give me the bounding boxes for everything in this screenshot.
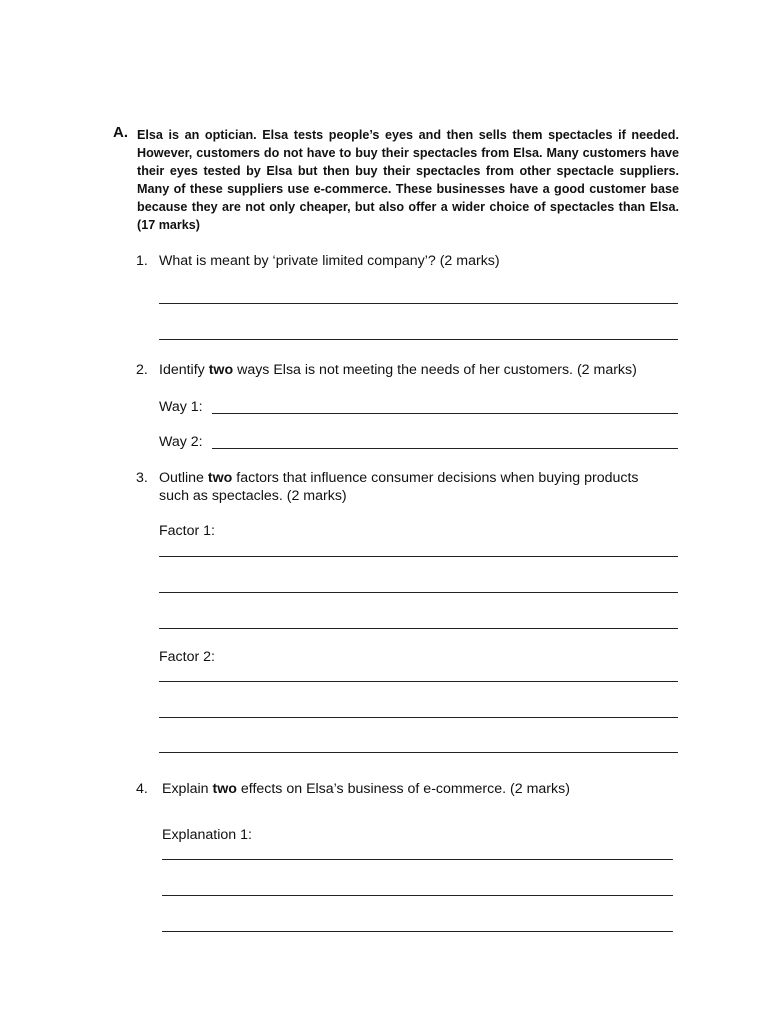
way-1-answer-line[interactable] (212, 413, 678, 414)
answer-line[interactable] (159, 681, 678, 682)
section-intro: Elsa is an optician. Elsa tests people’s eyes and then sells them spectacles if needed. However, customers do not have to buy their spectacles from Elsa. Many customers have their eyes tested by Elsa but then buy their spectacles from other spectacle suppliers. Many of these suppliers use e-commerce. These businesses have a good customer base because they are not only cheaper, but also offer a wider choice of spectacles than Elsa. (17 marks) (137, 128, 679, 232)
question-1-text: What is meant by ‘private limited company’? (2 marks) (159, 253, 500, 269)
way-2-answer-line[interactable] (212, 448, 678, 449)
answer-line[interactable] (162, 931, 673, 932)
way-1-label: Way 1: (159, 399, 203, 415)
answer-line[interactable] (162, 895, 673, 896)
explanation-1-label: Explanation 1: (162, 827, 252, 843)
answer-line[interactable] (159, 339, 678, 340)
question-1-number: 1. (136, 253, 148, 269)
question-4-number: 4. (136, 781, 148, 797)
way-2-label: Way 2: (159, 434, 203, 450)
question-4-text: Explain two effects on Elsa’s business of e-commerce. (2 marks) (162, 781, 570, 797)
answer-line[interactable] (159, 752, 678, 753)
section-label: A. (113, 124, 128, 141)
answer-line[interactable] (159, 592, 678, 593)
question-3-number: 3. (136, 470, 148, 486)
question-3-text-line-2: such as spectacles. (2 marks) (159, 488, 347, 504)
answer-line[interactable] (159, 628, 678, 629)
question-2-number: 2. (136, 362, 148, 378)
question-3-text-line-1: Outline two factors that influence consumer decisions when buying products (159, 470, 639, 486)
factor-2-label: Factor 2: (159, 649, 215, 665)
answer-line[interactable] (162, 859, 673, 860)
answer-line[interactable] (159, 303, 678, 304)
factor-1-label: Factor 1: (159, 523, 215, 539)
answer-line[interactable] (159, 556, 678, 557)
answer-line[interactable] (159, 717, 678, 718)
question-2-text: Identify two ways Elsa is not meeting the needs of her customers. (2 marks) (159, 362, 637, 378)
